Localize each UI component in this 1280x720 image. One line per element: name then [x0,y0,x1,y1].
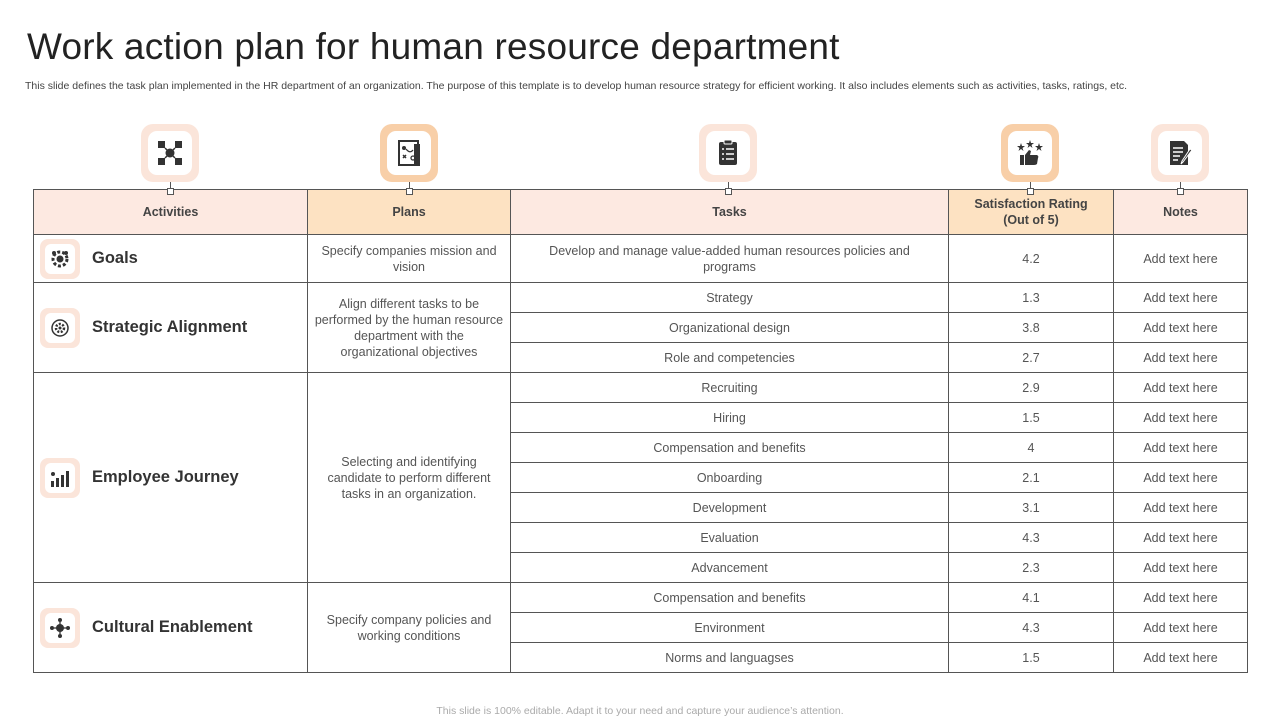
connector-node [1177,188,1184,195]
task-cell: Compensation and benefits [511,433,949,463]
growth-chart-icon [49,467,71,489]
table-header-row [34,190,1248,235]
notes-cell[interactable]: Add text here [1114,373,1248,403]
task-cell: Role and competencies [511,343,949,373]
activity-label: Employee Journey [92,468,239,486]
rating-cell: 2.9 [949,373,1114,403]
header-icon-tasks [699,124,757,182]
task-cell: Development [511,493,949,523]
activity-cell-cultural-enablement [34,583,308,673]
rating-cell: 2.3 [949,553,1114,583]
action-plan-table [33,189,1248,673]
plan-cell: Selecting and identifying candidate to perform different tasks in an organization. [308,373,511,583]
table-row [34,235,1248,283]
rating-cell: 1.5 [949,403,1114,433]
network-icon [155,138,185,168]
rating-cell: 2.1 [949,463,1114,493]
task-cell: Hiring [511,403,949,433]
rating-thumbs-up-icon [1015,138,1045,168]
rating-cell: 4 [949,433,1114,463]
notes-cell[interactable]: Add text here [1114,463,1248,493]
task-cell: Environment [511,613,949,643]
notes-cell[interactable]: Add text here [1114,283,1248,313]
task-cell: Compensation and benefits [511,583,949,613]
column-header-rating: Satisfaction Rating (Out of 5) [949,190,1114,235]
task-cell: Organizational design [511,313,949,343]
rating-cell: 2.7 [949,343,1114,373]
notes-cell[interactable]: Add text here [1114,343,1248,373]
plan-cell: Align different tasks to be performed by the human resource department with the organizational objectives [308,283,511,373]
rating-cell: 3.8 [949,313,1114,343]
alignment-gear-icon [49,317,71,339]
plan-cell: Specify companies mission and vision [308,235,511,283]
table-row [34,583,1248,613]
task-cell: Onboarding [511,463,949,493]
header-icon-plans [380,124,438,182]
rating-cell: 4.3 [949,523,1114,553]
rating-cell: 4.1 [949,583,1114,613]
notes-cell[interactable]: Add text here [1114,613,1248,643]
notes-cell[interactable]: Add text here [1114,493,1248,523]
activity-label: Goals [92,249,138,267]
activity-label: Cultural Enablement [92,618,253,636]
connector-node [1027,188,1034,195]
rating-cell: 1.5 [949,643,1114,673]
notes-cell[interactable]: Add text here [1114,235,1248,283]
column-header-notes: Notes [1114,190,1248,235]
plan-cell: Specify company policies and working conditions [308,583,511,673]
task-cell: Advancement [511,553,949,583]
column-header-plans: Plans [308,190,511,235]
task-cell: Norms and languagses [511,643,949,673]
culture-network-icon [49,617,71,639]
connector-node [406,188,413,195]
connector-node [167,188,174,195]
notes-cell[interactable]: Add text here [1114,433,1248,463]
table-row [34,283,1248,313]
notes-cell[interactable]: Add text here [1114,583,1248,613]
column-header-tasks: Tasks [511,190,949,235]
task-cell: Recruiting [511,373,949,403]
activity-cell-strategic-alignment [34,283,308,373]
activity-label: Strategic Alignment [92,318,248,336]
column-header-activities: Activities [34,190,308,235]
header-icon-activities [141,124,199,182]
activity-cell-employee-journey [34,373,308,583]
notes-cell[interactable]: Add text here [1114,403,1248,433]
task-cell: Evaluation [511,523,949,553]
notes-edit-icon [1165,138,1195,168]
page-title: Work action plan for human resource department [27,26,840,67]
checklist-icon [713,138,743,168]
rating-cell: 4.2 [949,235,1114,283]
footer-note: This slide is 100% editable. Adapt it to your need and capture your audience’s attention. [436,705,844,717]
rating-cell: 1.3 [949,283,1114,313]
task-cell: Develop and manage value-added human resources policies and programs [511,235,949,283]
notes-cell[interactable]: Add text here [1114,313,1248,343]
page-subtitle: This slide defines the task plan implemented in the HR department of an organization. The purpose of this template is to develop human resource strategy for efficient working. It also includes elements such as activities, tasks, ratings, etc. [25,80,1128,92]
notes-cell[interactable]: Add text here [1114,643,1248,673]
activity-cell-goals [34,235,308,283]
table-row [34,373,1248,403]
strategy-board-icon [394,138,424,168]
rating-cell: 4.3 [949,613,1114,643]
task-cell: Strategy [511,283,949,313]
header-icon-notes [1151,124,1209,182]
goals-gear-icon [49,248,71,270]
notes-cell[interactable]: Add text here [1114,553,1248,583]
connector-node [725,188,732,195]
rating-cell: 3.1 [949,493,1114,523]
notes-cell[interactable]: Add text here [1114,523,1248,553]
header-icon-rating [1001,124,1059,182]
